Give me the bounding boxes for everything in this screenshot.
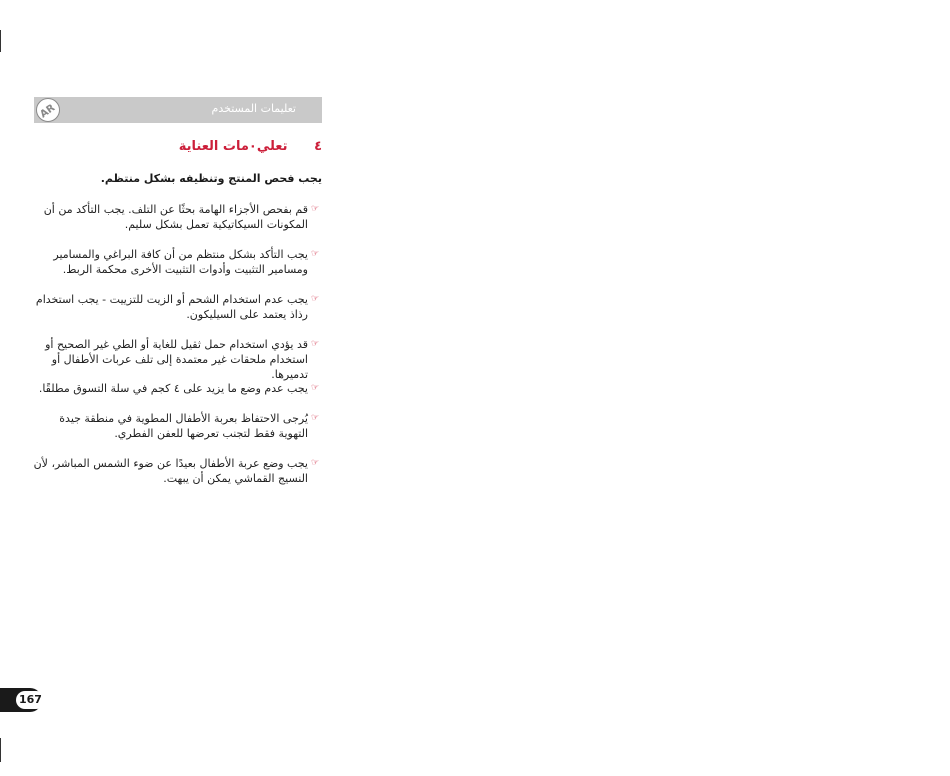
list-item — [30, 247, 320, 287]
list-item — [30, 292, 320, 332]
list-item-text: قم بفحص الأجزاء الهامة بحثًا عن التلف. يجب التأكد من أن المكونات السيكاتيكية تعمل بشكل سليم. — [43, 203, 308, 231]
list-item — [30, 337, 320, 381]
pointing-hand-icon: ☞ — [310, 458, 320, 468]
crop-mark-bottom — [0, 738, 1, 762]
list-item — [30, 456, 320, 496]
section-heading — [52, 139, 322, 154]
page-number: 167 — [16, 691, 45, 709]
header-title: تعليمات المستخدم — [211, 102, 296, 115]
pointing-hand-icon: ☞ — [310, 204, 320, 214]
language-code: AR — [38, 102, 58, 121]
list-item-text: يجب التأكد بشكل منتظم من أن كافة البراغي والمسامير ومسامير التثبيت وأدوات التثبيت الأخرى محكمة الربط. — [53, 248, 308, 276]
crop-mark-top — [0, 30, 1, 52]
list-item-text: يجب عدم وضع ما يزيد على ٤ كجم في سلة التسوق مطلقًا. — [38, 382, 308, 395]
list-item — [30, 202, 320, 242]
list-item — [30, 381, 320, 401]
list-item-text: قد يؤدي استخدام حمل ثقيل للغاية أو الطي غير الصحيح أو استخدام ملحقات غير معتمدة إلى تلف عربات الأطفال أو تدميرها. — [45, 338, 308, 381]
pointing-hand-icon: ☞ — [310, 339, 320, 349]
list-item-text: يجب وضع عربة الأطفال بعيدًا عن ضوء الشمس المباشر، لأن النسيج القماشي يمكن أن يبهت. — [33, 457, 308, 485]
list-item — [30, 411, 320, 451]
pointing-hand-icon: ☞ — [310, 249, 320, 259]
pointing-hand-icon: ☞ — [310, 383, 320, 393]
intro-text: يجب فحص المنتج وتنظيفه بشكل منتظم. — [100, 172, 322, 185]
section-number: ٤ — [314, 139, 322, 154]
pointing-hand-icon: ☞ — [310, 413, 320, 423]
list-item-text: يُرجى الاحتفاظ بعربة الأطفال المطوية في منطقة جيدة التهوية فقط لتجنب تعرضها للعفن الفطري. — [59, 412, 308, 440]
section-title: تعلي٠مات العناية — [178, 139, 288, 154]
page-number-badge — [0, 688, 42, 712]
language-badge — [36, 98, 60, 122]
pointing-hand-icon: ☞ — [310, 294, 320, 304]
header-bar — [34, 97, 322, 123]
list-item-text: يجب عدم استخدام الشحم أو الزيت للتزييت - يجب استخدام رذاذ يعتمد على السيليكون. — [35, 293, 308, 321]
